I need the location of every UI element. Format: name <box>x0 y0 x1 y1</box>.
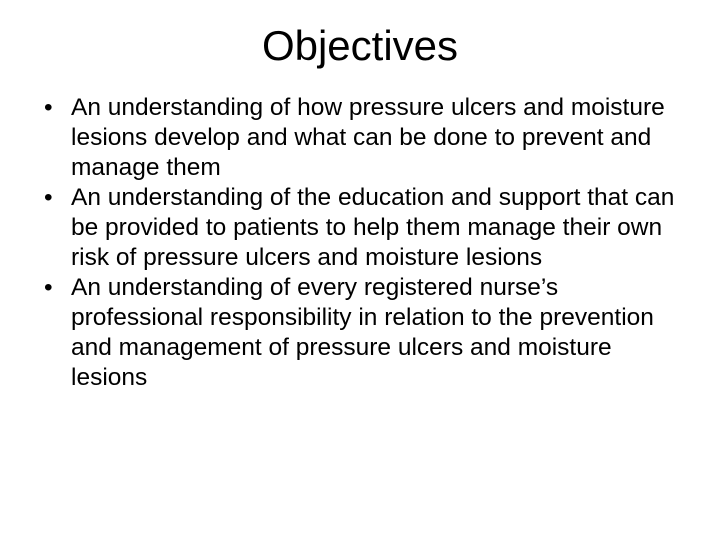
bullet-dot-icon: • <box>44 184 53 211</box>
bullet-text: An understanding of the education and support that can be provided to patients to help them manage their own risk of pressure ulcers and moisture lesions <box>71 184 675 271</box>
bullet-dot-icon: • <box>44 274 53 301</box>
slide-title: Objectives <box>261 22 459 69</box>
bullet-item <box>44 273 684 393</box>
bullet-text: An understanding of how pressure ulcers and moisture lesions develop and what can be done to prevent and manage them <box>71 94 665 181</box>
bullet-item <box>44 93 684 183</box>
bullet-item <box>44 183 684 273</box>
bullet-text: An understanding of every registered nurse’s professional responsibility in relation to the prevention and management of pressure ulcers and moisture lesions <box>71 274 654 391</box>
bullet-dot-icon: • <box>44 94 53 121</box>
bullet-list <box>44 93 684 393</box>
